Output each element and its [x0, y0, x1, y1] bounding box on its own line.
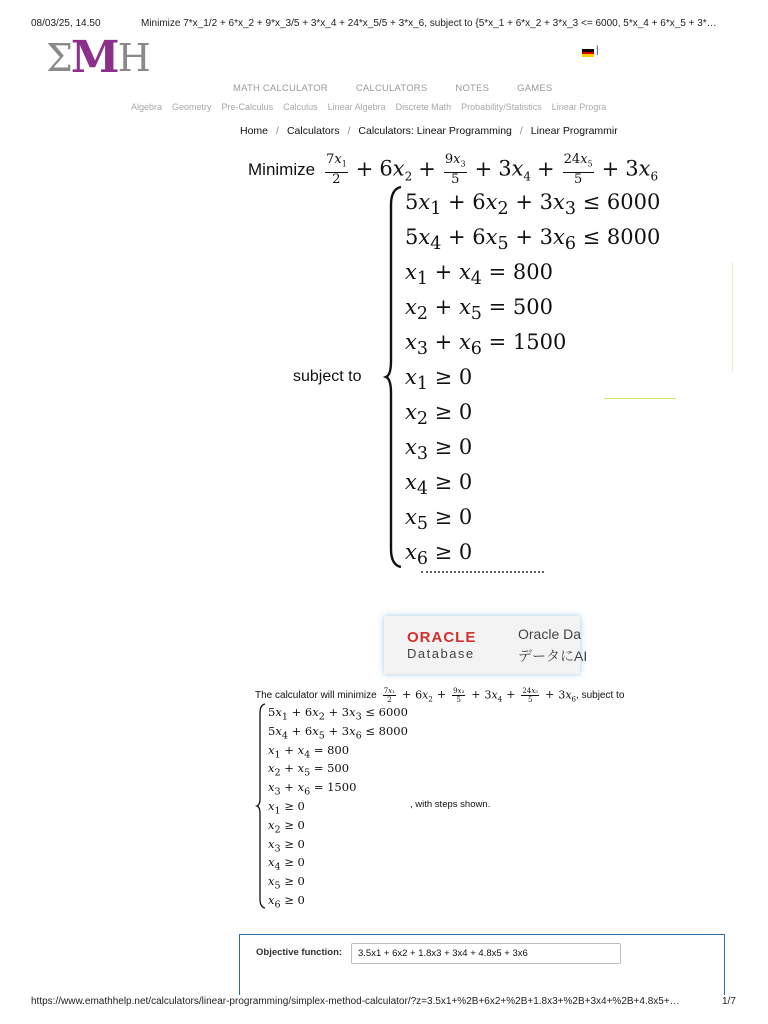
small-constraint-10: $x_5 \ge 0$ [268, 874, 305, 892]
ad-product: Database [407, 646, 475, 661]
small-constraint-11: $x_6 \ge 0$ [268, 892, 305, 911]
objective-function-input[interactable] [351, 943, 621, 964]
small-constraint-9: $x_4 \ge 0$ [268, 855, 305, 873]
subnav-precalculus[interactable]: Pre-Calculus [221, 102, 274, 112]
breadcrumb [240, 125, 618, 137]
subnav-algebra[interactable]: Algebra [131, 102, 163, 112]
decorative-line [732, 262, 733, 372]
logo-sigma: Σ [46, 36, 73, 80]
print-datetime: 08/03/25, 14.50 [31, 18, 101, 29]
decorative-line [604, 398, 676, 399]
objective-function-label: Objective function: [256, 947, 343, 958]
constraint-3: $x_1 + x_4 = 800$ [405, 260, 553, 290]
constraint-list-small [268, 703, 408, 910]
subnav-geometry[interactable]: Geometry [172, 102, 212, 112]
small-constraint-5: $x_3 + x_6 = 1500$ [268, 780, 357, 798]
oracle-ad-banner[interactable] [384, 616, 588, 674]
constraint-brace-small [256, 703, 266, 909]
description-subject-to: , subject to [576, 689, 625, 701]
constraint-1: $5x_1 + 6x_2 + 3x_3 \le 6000$ [405, 190, 661, 220]
category-nav [131, 102, 607, 112]
constraint-4: $x_2 + x_5 = 500$ [405, 295, 553, 325]
constraint-list [405, 185, 660, 570]
language-separator: | [596, 45, 599, 56]
ad-headline: Oracle Da [518, 626, 582, 642]
logo-h: H [117, 36, 151, 80]
subnav-linear-programming[interactable]: Linear Progra [551, 102, 607, 112]
site-logo[interactable] [46, 32, 151, 83]
small-constraint-3: $x_1 + x_4 = 800$ [268, 742, 350, 760]
nav-notes[interactable]: NOTES [455, 83, 490, 94]
constraint-brace [385, 185, 403, 569]
steps-shown-text: , with steps shown. [410, 799, 491, 810]
small-constraint-1: $5x_1 + 6x_2 + 3x_3 \le 6000$ [268, 705, 408, 723]
breadcrumb-sep: / [519, 125, 523, 137]
nav-games[interactable]: GAMES [517, 83, 553, 94]
breadcrumb-current: Linear Programmir [530, 125, 618, 137]
small-constraint-6: $x_1 \ge 0$ [268, 798, 305, 817]
constraint-11: $x_6 \ge 0$ [405, 540, 473, 570]
subnav-linear-algebra[interactable]: Linear Algebra [327, 102, 386, 112]
constraint-9: $x_4 \ge 0$ [405, 470, 473, 500]
breadcrumb-lp[interactable]: Calculators: Linear Programming [358, 125, 512, 137]
small-constraint-4: $x_2 + x_5 = 500$ [268, 761, 350, 779]
small-constraint-8: $x_3 \ge 0$ [268, 836, 305, 854]
constraint-2: $5x_4 + 6x_5 + 3x_6 \le 8000$ [405, 225, 661, 255]
ad-brand: ORACLE [407, 629, 477, 646]
print-page-number: 1/7 [722, 996, 736, 1007]
constraint-10: $x_5 \ge 0$ [405, 505, 473, 535]
minimize-label: Minimize [248, 160, 316, 179]
nav-math-calculator[interactable]: MATH CALCULATOR [233, 83, 328, 94]
small-constraint-2: $5x_4 + 6x_5 + 3x_6 \le 8000$ [268, 723, 408, 742]
constraint-5: $x_3 + x_6 = 1500$ [405, 330, 567, 360]
breadcrumb-sep: / [276, 125, 279, 137]
constraint-8: $x_3 \ge 0$ [405, 435, 473, 465]
breadcrumb-sep: / [347, 125, 351, 137]
objective-formula: Minimize $\frac{7x_1}{2}$ + $6x_2$ + $\frac{9x_3}{5}$ + $3x_4$ + $\frac{24x_5}{5}$ + $3x_6$ [248, 152, 659, 187]
calculator-description: The calculator will minimize $\frac{\text{7x₁}}{2}$ + $6x_2$ + $\frac{\text{9x₃}}{5}$ + $3x_4$ + $\frac{\text{24x₅}}{5}$ + $3x_6$ , subject to [255, 686, 625, 704]
main-nav [233, 83, 580, 94]
dotted-divider [421, 571, 544, 573]
constraint-7: $x_2 \ge 0$ [405, 400, 473, 430]
print-page-title: Minimize 7*x_1/2 + 6*x_2 + 9*x_3/5 + 3*x_4 + 24*x_5/5 + 3*x_6, subject to {5*x_1 + 6*x_2 + 3*x_3 <= 6000, 5*x_4 + 6*x_5 + 3*… [141, 18, 717, 29]
breadcrumb-calculators[interactable]: Calculators [286, 125, 340, 137]
subnav-probability-statistics[interactable]: Probability/Statistics [461, 102, 542, 112]
logo-m: M [70, 32, 120, 83]
description-intro: The calculator will minimize [255, 689, 377, 701]
small-constraint-7: $x_2 \ge 0$ [268, 817, 305, 836]
german-flag-icon[interactable] [582, 49, 594, 57]
nav-calculators[interactable]: CALCULATORS [355, 83, 428, 94]
subnav-calculus[interactable]: Calculus [283, 102, 318, 112]
subnav-discrete-math[interactable]: Discrete Math [395, 102, 452, 112]
constraint-6: $x_1 \ge 0$ [405, 365, 473, 395]
breadcrumb-home[interactable]: Home [240, 125, 269, 137]
subject-to-label: subject to [293, 368, 362, 385]
print-url: https://www.emathhelp.net/calculators/linear-programming/simplex-method-calculator/?z=3.5x1+%2B+6x2+%2B+1.8x3+%2B+3x4+%2B+4.8x5+… [31, 996, 680, 1007]
ad-subline: データにAI [518, 648, 588, 664]
